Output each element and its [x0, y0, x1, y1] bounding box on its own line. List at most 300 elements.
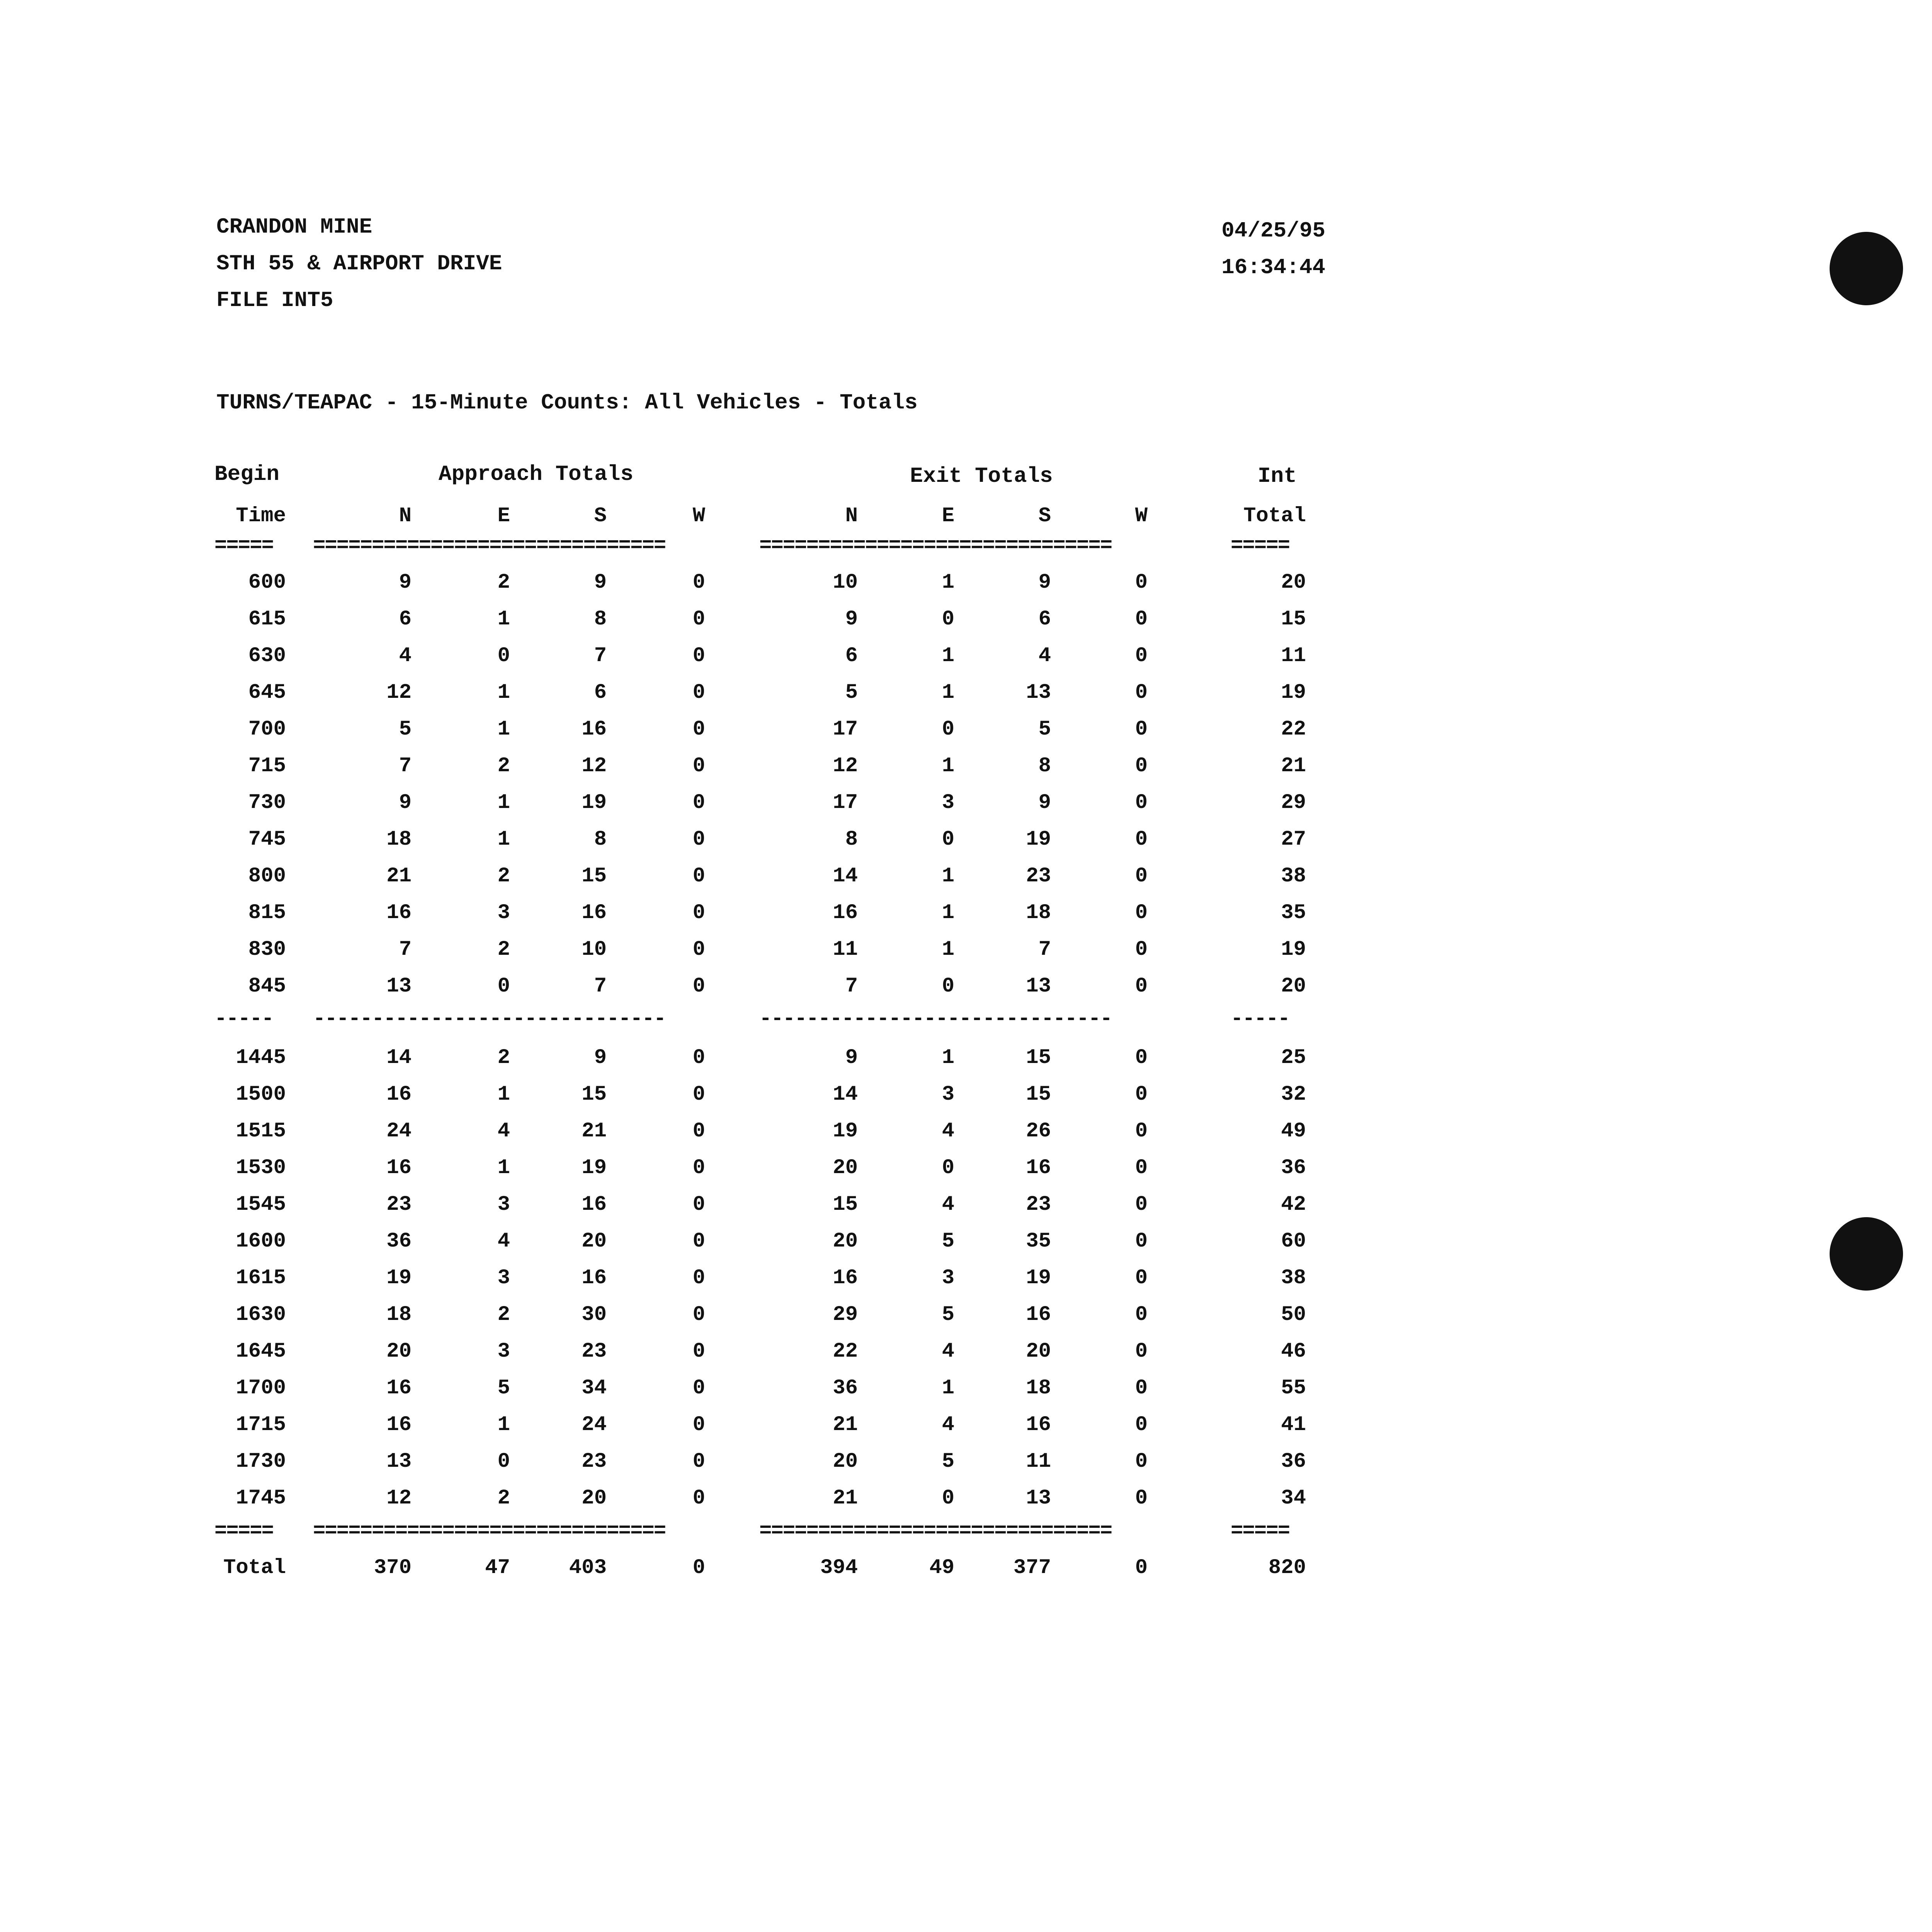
- exit-n-cell: 14: [833, 1083, 858, 1106]
- begin-header: Begin: [214, 462, 280, 486]
- approach-totals-header: Approach Totals: [439, 462, 634, 486]
- double-rule-segment: ==============================: [759, 1519, 1112, 1543]
- approach-s-cell: 6: [594, 681, 607, 704]
- exit-e-cell: 1: [942, 571, 954, 594]
- exit-e-cell: 49: [929, 1556, 954, 1580]
- approach-w-cell: 0: [692, 828, 705, 851]
- exit-n-cell: 11: [833, 938, 858, 961]
- exit-e-cell: 0: [942, 828, 954, 851]
- approach-n-cell: 13: [386, 975, 412, 998]
- exit-s-cell: 377: [1013, 1556, 1051, 1580]
- approach-s-cell: 16: [582, 901, 607, 925]
- table-row: [0, 1260, 1932, 1296]
- time-cell: 615: [248, 607, 286, 631]
- exit-n-cell: 9: [845, 1046, 858, 1070]
- approach-e-cell: 4: [497, 1230, 510, 1253]
- double-rule-segment: =====: [1231, 534, 1290, 558]
- double-rule-segment: ==============================: [313, 1519, 666, 1543]
- approach-e-cell: 3: [497, 901, 510, 925]
- int-total-cell: 42: [1281, 1193, 1306, 1216]
- exit-s-cell: 20: [1026, 1340, 1051, 1363]
- approach-w-cell: 0: [692, 938, 705, 961]
- column-header: S: [594, 504, 607, 528]
- exit-s-cell: 18: [1026, 901, 1051, 925]
- approach-w-cell: 0: [692, 864, 705, 888]
- approach-n-cell: 36: [386, 1230, 412, 1253]
- exit-n-cell: 21: [833, 1413, 858, 1437]
- table-row: [0, 1406, 1932, 1443]
- approach-e-cell: 0: [497, 975, 510, 998]
- exit-s-cell: 16: [1026, 1303, 1051, 1327]
- exit-w-cell: 0: [1135, 607, 1148, 631]
- int-total-cell: 20: [1281, 571, 1306, 594]
- approach-e-cell: 1: [497, 1083, 510, 1106]
- exit-w-cell: 0: [1135, 1266, 1148, 1290]
- exit-s-cell: 5: [1038, 718, 1051, 741]
- approach-w-cell: 0: [692, 1303, 705, 1327]
- approach-n-cell: 16: [386, 901, 412, 925]
- table-row: [0, 931, 1932, 968]
- approach-e-cell: 1: [497, 681, 510, 704]
- approach-s-cell: 30: [582, 1303, 607, 1327]
- approach-n-cell: 9: [399, 571, 412, 594]
- double-rule: [0, 1513, 1932, 1549]
- table-row: [0, 1443, 1932, 1480]
- time-cell: 1545: [236, 1193, 286, 1216]
- int-total-cell: 38: [1281, 1266, 1306, 1290]
- exit-n-cell: 12: [833, 754, 858, 778]
- column-header: E: [942, 504, 954, 528]
- table-row: [0, 1370, 1932, 1406]
- time-cell: 1445: [236, 1046, 286, 1070]
- approach-s-cell: 21: [582, 1119, 607, 1143]
- int-total-cell: 55: [1281, 1376, 1306, 1400]
- column-header: N: [399, 504, 412, 528]
- exit-n-cell: 22: [833, 1340, 858, 1363]
- exit-w-cell: 0: [1135, 1083, 1148, 1106]
- table-row: [0, 1113, 1932, 1150]
- exit-e-cell: 1: [942, 938, 954, 961]
- approach-w-cell: 0: [692, 901, 705, 925]
- exit-s-cell: 23: [1026, 864, 1051, 888]
- exit-n-cell: 15: [833, 1193, 858, 1216]
- exit-w-cell: 0: [1135, 1340, 1148, 1363]
- table-row: [0, 1223, 1932, 1260]
- binder-hole: [1830, 1217, 1903, 1291]
- approach-n-cell: 5: [399, 718, 412, 741]
- int-total-cell: 27: [1281, 828, 1306, 851]
- table-row: [0, 1480, 1932, 1517]
- exit-e-cell: 1: [942, 1376, 954, 1400]
- double-rule-segment: ==============================: [313, 534, 666, 558]
- approach-e-cell: 3: [497, 1340, 510, 1363]
- approach-n-cell: 4: [399, 644, 412, 668]
- table-row: [0, 1186, 1932, 1223]
- approach-n-cell: 12: [386, 681, 412, 704]
- double-rule-segment: =====: [214, 1519, 274, 1543]
- table-row: [0, 601, 1932, 638]
- exit-w-cell: 0: [1135, 754, 1148, 778]
- approach-n-cell: 12: [386, 1486, 412, 1510]
- exit-s-cell: 11: [1026, 1450, 1051, 1473]
- exit-w-cell: 0: [1135, 828, 1148, 851]
- int-total-cell: 60: [1281, 1230, 1306, 1253]
- exit-e-cell: 5: [942, 1230, 954, 1253]
- approach-s-cell: 23: [582, 1340, 607, 1363]
- approach-s-cell: 16: [582, 1193, 607, 1216]
- column-header: N: [845, 504, 858, 528]
- exit-w-cell: 0: [1135, 681, 1148, 704]
- dash-rule: [0, 1001, 1932, 1037]
- dash-rule-segment: ------------------------------: [759, 1007, 1112, 1031]
- approach-n-cell: 16: [386, 1083, 412, 1106]
- table-row: [0, 674, 1932, 711]
- approach-e-cell: 2: [497, 864, 510, 888]
- approach-n-cell: 16: [386, 1413, 412, 1437]
- int-total-cell: 20: [1281, 975, 1306, 998]
- int-total-cell: 19: [1281, 938, 1306, 961]
- time-cell: 715: [248, 754, 286, 778]
- approach-n-cell: 18: [386, 828, 412, 851]
- time-cell: 1600: [236, 1230, 286, 1253]
- exit-w-cell: 0: [1135, 1303, 1148, 1327]
- table-row: [0, 968, 1932, 1005]
- approach-n-cell: 24: [386, 1119, 412, 1143]
- int-total-cell: 32: [1281, 1083, 1306, 1106]
- exit-e-cell: 1: [942, 901, 954, 925]
- binder-hole: [1830, 232, 1903, 305]
- exit-n-cell: 20: [833, 1450, 858, 1473]
- column-header: S: [1038, 504, 1051, 528]
- exit-e-cell: 1: [942, 864, 954, 888]
- time-cell: 1515: [236, 1119, 286, 1143]
- time-cell: 1645: [236, 1340, 286, 1363]
- exit-e-cell: 0: [942, 607, 954, 631]
- exit-e-cell: 0: [942, 1156, 954, 1180]
- time-cell: 1745: [236, 1486, 286, 1510]
- time-cell: 1615: [236, 1266, 286, 1290]
- exit-w-cell: 0: [1135, 644, 1148, 668]
- exit-s-cell: 16: [1026, 1156, 1051, 1180]
- approach-n-cell: 16: [386, 1376, 412, 1400]
- project-name: CRANDON MINE: [216, 214, 372, 239]
- exit-w-cell: 0: [1135, 1156, 1148, 1180]
- exit-n-cell: 7: [845, 975, 858, 998]
- exit-w-cell: 0: [1135, 864, 1148, 888]
- exit-s-cell: 9: [1038, 791, 1051, 815]
- int-total-cell: 41: [1281, 1413, 1306, 1437]
- approach-e-cell: 1: [497, 718, 510, 741]
- exit-n-cell: 19: [833, 1119, 858, 1143]
- exit-w-cell: 0: [1135, 938, 1148, 961]
- approach-e-cell: 1: [497, 607, 510, 631]
- approach-e-cell: 2: [497, 1046, 510, 1070]
- approach-s-cell: 12: [582, 754, 607, 778]
- exit-e-cell: 0: [942, 975, 954, 998]
- approach-n-cell: 20: [386, 1340, 412, 1363]
- exit-w-cell: 0: [1135, 718, 1148, 741]
- approach-w-cell: 0: [692, 1486, 705, 1510]
- exit-s-cell: 18: [1026, 1376, 1051, 1400]
- double-rule-segment: =====: [1231, 1519, 1290, 1543]
- double-rule-segment: =====: [214, 534, 274, 558]
- approach-e-cell: 0: [497, 644, 510, 668]
- table-row: [0, 858, 1932, 895]
- exit-n-cell: 9: [845, 607, 858, 631]
- exit-e-cell: 4: [942, 1119, 954, 1143]
- approach-w-cell: 0: [692, 791, 705, 815]
- approach-n-cell: 9: [399, 791, 412, 815]
- column-header: Time: [236, 504, 286, 528]
- approach-w-cell: 0: [692, 1340, 705, 1363]
- int-total-cell: 36: [1281, 1156, 1306, 1180]
- time-cell: 1630: [236, 1303, 286, 1327]
- exit-w-cell: 0: [1135, 791, 1148, 815]
- approach-n-cell: 7: [399, 754, 412, 778]
- approach-s-cell: 19: [582, 791, 607, 815]
- approach-n-cell: 370: [374, 1556, 412, 1580]
- exit-w-cell: 0: [1135, 1230, 1148, 1253]
- exit-n-cell: 5: [845, 681, 858, 704]
- exit-e-cell: 1: [942, 1046, 954, 1070]
- exit-n-cell: 17: [833, 791, 858, 815]
- approach-w-cell: 0: [692, 1046, 705, 1070]
- exit-w-cell: 0: [1135, 1193, 1148, 1216]
- approach-w-cell: 0: [692, 1376, 705, 1400]
- int-total-cell: 15: [1281, 607, 1306, 631]
- approach-w-cell: 0: [692, 1083, 705, 1106]
- table-row: [0, 784, 1932, 821]
- table-row: [0, 1296, 1932, 1333]
- dash-rule-segment: -----: [1231, 1007, 1290, 1031]
- dash-rule-segment: -----: [214, 1007, 274, 1031]
- approach-w-cell: 0: [692, 1193, 705, 1216]
- approach-e-cell: 1: [497, 828, 510, 851]
- exit-e-cell: 5: [942, 1450, 954, 1473]
- approach-s-cell: 9: [594, 571, 607, 594]
- time-cell: 645: [248, 681, 286, 704]
- column-header: E: [497, 504, 510, 528]
- exit-n-cell: 17: [833, 718, 858, 741]
- approach-s-cell: 23: [582, 1450, 607, 1473]
- approach-e-cell: 4: [497, 1119, 510, 1143]
- approach-s-cell: 7: [594, 975, 607, 998]
- approach-w-cell: 0: [692, 975, 705, 998]
- time-cell: 1715: [236, 1413, 286, 1437]
- approach-n-cell: 14: [386, 1046, 412, 1070]
- exit-e-cell: 3: [942, 1266, 954, 1290]
- exit-w-cell: 0: [1135, 571, 1148, 594]
- exit-e-cell: 4: [942, 1340, 954, 1363]
- approach-n-cell: 6: [399, 607, 412, 631]
- approach-s-cell: 8: [594, 607, 607, 631]
- exit-e-cell: 5: [942, 1303, 954, 1327]
- int-total-cell: 29: [1281, 791, 1306, 815]
- approach-w-cell: 0: [692, 1556, 705, 1580]
- approach-w-cell: 0: [692, 1156, 705, 1180]
- approach-n-cell: 18: [386, 1303, 412, 1327]
- approach-w-cell: 0: [692, 644, 705, 668]
- time-cell: 1530: [236, 1156, 286, 1180]
- exit-s-cell: 19: [1026, 1266, 1051, 1290]
- approach-s-cell: 20: [582, 1230, 607, 1253]
- approach-n-cell: 7: [399, 938, 412, 961]
- int-total-cell: 11: [1281, 644, 1306, 668]
- time-cell: 745: [248, 828, 286, 851]
- table-row: [0, 1333, 1932, 1370]
- exit-totals-header: Exit Totals: [910, 464, 1053, 488]
- exit-w-cell: 0: [1135, 1556, 1148, 1580]
- approach-e-cell: 2: [497, 938, 510, 961]
- exit-n-cell: 16: [833, 901, 858, 925]
- file-name: FILE INT5: [216, 288, 333, 313]
- exit-s-cell: 9: [1038, 571, 1051, 594]
- exit-n-cell: 20: [833, 1230, 858, 1253]
- time-cell: 815: [248, 901, 286, 925]
- exit-e-cell: 0: [942, 718, 954, 741]
- table-row: [0, 711, 1932, 748]
- exit-e-cell: 3: [942, 1083, 954, 1106]
- approach-s-cell: 15: [582, 864, 607, 888]
- time-cell: 1730: [236, 1450, 286, 1473]
- approach-e-cell: 1: [497, 791, 510, 815]
- time-cell: 630: [248, 644, 286, 668]
- int-total-cell: 49: [1281, 1119, 1306, 1143]
- approach-e-cell: 3: [497, 1266, 510, 1290]
- approach-e-cell: 2: [497, 1486, 510, 1510]
- time-cell: 730: [248, 791, 286, 815]
- approach-s-cell: 16: [582, 718, 607, 741]
- approach-n-cell: 13: [386, 1450, 412, 1473]
- approach-e-cell: 2: [497, 1303, 510, 1327]
- exit-n-cell: 10: [833, 571, 858, 594]
- approach-e-cell: 1: [497, 1413, 510, 1437]
- exit-s-cell: 4: [1038, 644, 1051, 668]
- approach-s-cell: 15: [582, 1083, 607, 1106]
- table-row: [0, 895, 1932, 931]
- int-total-cell: 25: [1281, 1046, 1306, 1070]
- exit-s-cell: 8: [1038, 754, 1051, 778]
- column-header: W: [1135, 504, 1148, 528]
- table-row: [0, 1039, 1932, 1076]
- approach-e-cell: 3: [497, 1193, 510, 1216]
- int-header: Int: [1258, 464, 1297, 488]
- table-row: [0, 821, 1932, 858]
- approach-w-cell: 0: [692, 1450, 705, 1473]
- approach-e-cell: 2: [497, 754, 510, 778]
- exit-w-cell: 0: [1135, 1119, 1148, 1143]
- exit-e-cell: 4: [942, 1193, 954, 1216]
- table-row: [0, 1076, 1932, 1113]
- exit-s-cell: 23: [1026, 1193, 1051, 1216]
- time-cell: 800: [248, 864, 286, 888]
- exit-s-cell: 7: [1038, 938, 1051, 961]
- approach-w-cell: 0: [692, 607, 705, 631]
- column-header: W: [692, 504, 705, 528]
- int-total-cell: 19: [1281, 681, 1306, 704]
- exit-s-cell: 13: [1026, 975, 1051, 998]
- approach-w-cell: 0: [692, 754, 705, 778]
- report-title: TURNS/TEAPAC - 15-Minute Counts: All Vehicles - Totals: [216, 390, 918, 415]
- report-date: 04/25/95: [1221, 218, 1325, 243]
- double-rule: [0, 527, 1932, 564]
- approach-w-cell: 0: [692, 1119, 705, 1143]
- exit-s-cell: 15: [1026, 1083, 1051, 1106]
- approach-s-cell: 9: [594, 1046, 607, 1070]
- exit-e-cell: 1: [942, 754, 954, 778]
- exit-w-cell: 0: [1135, 1486, 1148, 1510]
- approach-s-cell: 19: [582, 1156, 607, 1180]
- approach-w-cell: 0: [692, 1413, 705, 1437]
- column-header: Total: [1243, 504, 1306, 528]
- exit-e-cell: 1: [942, 681, 954, 704]
- time-cell: 1500: [236, 1083, 286, 1106]
- exit-w-cell: 0: [1135, 1046, 1148, 1070]
- int-total-cell: 50: [1281, 1303, 1306, 1327]
- approach-w-cell: 0: [692, 571, 705, 594]
- int-total-cell: 21: [1281, 754, 1306, 778]
- table-row: [0, 1150, 1932, 1186]
- approach-w-cell: 0: [692, 1266, 705, 1290]
- exit-s-cell: 15: [1026, 1046, 1051, 1070]
- exit-n-cell: 14: [833, 864, 858, 888]
- location-name: STH 55 & AIRPORT DRIVE: [216, 251, 502, 276]
- approach-s-cell: 34: [582, 1376, 607, 1400]
- time-cell: 700: [248, 718, 286, 741]
- exit-n-cell: 36: [833, 1376, 858, 1400]
- approach-n-cell: 23: [386, 1193, 412, 1216]
- approach-s-cell: 403: [569, 1556, 607, 1580]
- time-cell: Total: [223, 1556, 286, 1580]
- exit-w-cell: 0: [1135, 1376, 1148, 1400]
- approach-e-cell: 2: [497, 571, 510, 594]
- int-total-cell: 38: [1281, 864, 1306, 888]
- exit-s-cell: 6: [1038, 607, 1051, 631]
- approach-s-cell: 8: [594, 828, 607, 851]
- exit-s-cell: 13: [1026, 681, 1051, 704]
- exit-n-cell: 6: [845, 644, 858, 668]
- table-row: [0, 638, 1932, 674]
- exit-n-cell: 394: [820, 1556, 858, 1580]
- approach-w-cell: 0: [692, 681, 705, 704]
- exit-e-cell: 1: [942, 644, 954, 668]
- exit-s-cell: 13: [1026, 1486, 1051, 1510]
- int-total-cell: 36: [1281, 1450, 1306, 1473]
- exit-n-cell: 20: [833, 1156, 858, 1180]
- approach-n-cell: 21: [386, 864, 412, 888]
- exit-n-cell: 8: [845, 828, 858, 851]
- dash-rule-segment: ------------------------------: [313, 1007, 666, 1031]
- time-cell: 600: [248, 571, 286, 594]
- exit-s-cell: 16: [1026, 1413, 1051, 1437]
- time-cell: 845: [248, 975, 286, 998]
- table-row: [0, 564, 1932, 601]
- int-total-cell: 22: [1281, 718, 1306, 741]
- approach-e-cell: 0: [497, 1450, 510, 1473]
- exit-s-cell: 35: [1026, 1230, 1051, 1253]
- total-row: [0, 1549, 1932, 1586]
- exit-e-cell: 4: [942, 1413, 954, 1437]
- exit-w-cell: 0: [1135, 1413, 1148, 1437]
- report-time: 16:34:44: [1221, 255, 1325, 280]
- exit-n-cell: 21: [833, 1486, 858, 1510]
- exit-s-cell: 26: [1026, 1119, 1051, 1143]
- approach-s-cell: 24: [582, 1413, 607, 1437]
- exit-w-cell: 0: [1135, 975, 1148, 998]
- int-total-cell: 46: [1281, 1340, 1306, 1363]
- approach-s-cell: 10: [582, 938, 607, 961]
- approach-e-cell: 47: [485, 1556, 510, 1580]
